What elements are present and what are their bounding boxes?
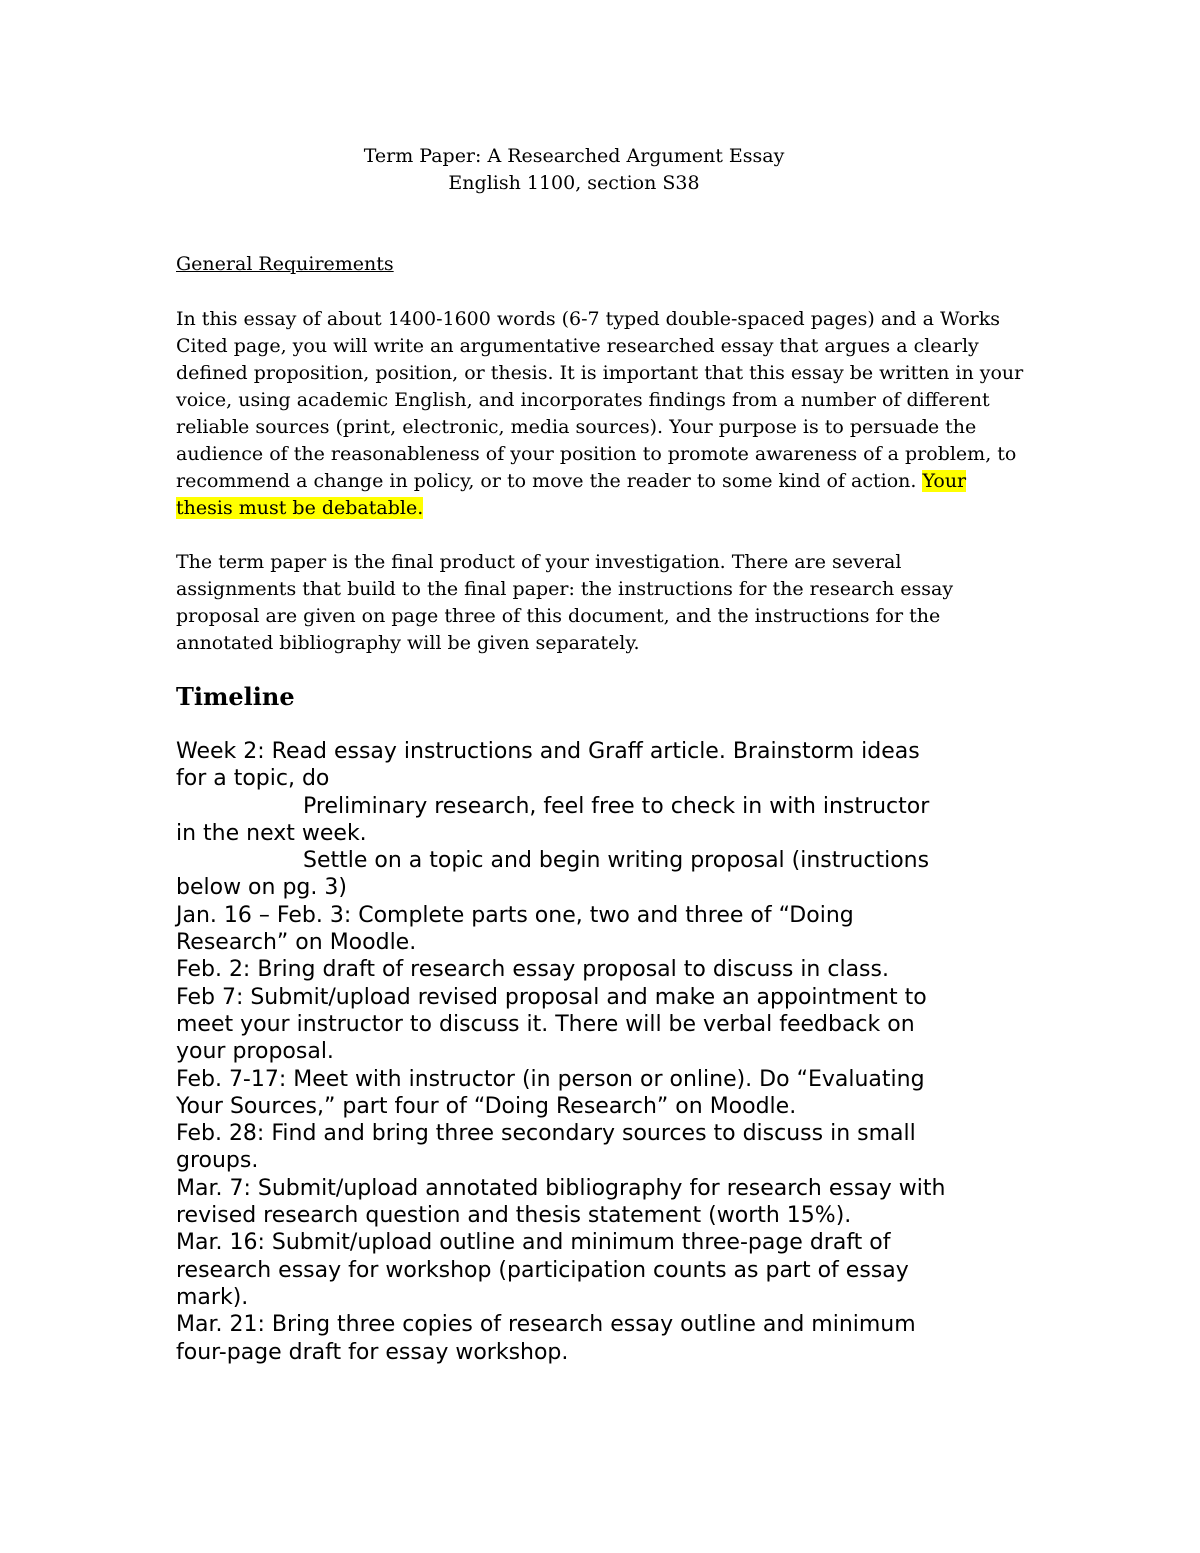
timeline-item: your proposal. [176, 1039, 334, 1065]
timeline-item: Research” on Moodle. [176, 930, 417, 956]
thesis-highlight: Your thesis must be debatable. [176, 470, 967, 519]
document-body [176, 143, 1026, 1366]
document-title [149, 143, 999, 197]
timeline-item: Week 2: Read essay instructions and Graff article. Brainstorm ideas [176, 739, 920, 764]
term-paper-paragraph: The term paper is the final product of your investigation. There are several assignments that build to the final paper: the instructions for the research essay proposal are given on page three of this document, and the instructions for the annotated bibliography will be given separately. [176, 551, 954, 654]
timeline-item: four-page draft for essay workshop. [176, 1339, 569, 1365]
timeline-item [176, 847, 1026, 874]
timeline-list [176, 738, 1026, 1366]
timeline-item: Mar. 16: Submit/upload outline and minimum three-page draft of [176, 1230, 891, 1256]
timeline-item: meet your instructor to discuss it. There will be verbal feedback on [176, 1011, 915, 1037]
general-requirements-heading: General Requirements [176, 253, 394, 275]
timeline-item: revised research question and thesis statement (worth 15%). [176, 1203, 852, 1229]
title-line-2: English 1100, section S38 [448, 172, 700, 194]
timeline-item: Mar. 7: Submit/upload annotated bibliography for research essay with [176, 1175, 946, 1201]
timeline-item-text: Settle on a topic and begin writing proposal (instructions [303, 848, 930, 874]
timeline-item: research essay for workshop (participation counts as part of essay [176, 1257, 909, 1283]
timeline-item: in the next week. [176, 820, 367, 846]
timeline-item: Feb. 28: Find and bring three secondary sources to discuss in small [176, 1121, 916, 1147]
requirements-paragraph [176, 306, 1026, 522]
timeline-heading: Timeline [176, 682, 295, 711]
timeline-item: Jan. 16 – Feb. 3: Complete parts one, two and three of “Doing [176, 902, 854, 928]
timeline-item: Feb 7: Submit/upload revised proposal and make an appointment to [176, 984, 927, 1010]
timeline-item: Feb. 2: Bring draft of research essay proposal to discuss in class. [176, 957, 889, 983]
timeline-item-text: Preliminary research, feel free to check in with instructor [303, 793, 930, 819]
timeline-item: for a topic, do [176, 766, 330, 792]
timeline-item: mark). [176, 1284, 249, 1310]
timeline-item: Your Sources,” part four of “Doing Research” on Moodle. [176, 1093, 797, 1119]
timeline-item: below on pg. 3) [176, 875, 347, 901]
requirements-text: In this essay of about 1400-1600 words (6-7 typed double-spaced pages) and a Works Cited page, you will write an argumentative researched essay that argues a clearly defined proposition, position, or thesis. It is important that this essay be written in your voice, using academic English, and incorporates findings from a number of different reliable sources (print, electronic, media sources). Your purpose is to persuade the audience of the reasonableness of your position to promote awareness of a problem, to recommend a change in policy, or to move the reader to some kind of action. [176, 308, 1024, 492]
timeline-item: Mar. 21: Bring three copies of research essay outline and minimum [176, 1312, 916, 1338]
timeline-item: Feb. 7-17: Meet with instructor (in person or online). Do “Evaluating [176, 1066, 925, 1092]
title-line-1: Term Paper: A Researched Argument Essay [363, 145, 785, 167]
timeline-item [176, 793, 1026, 820]
timeline-item: groups. [176, 1148, 259, 1174]
